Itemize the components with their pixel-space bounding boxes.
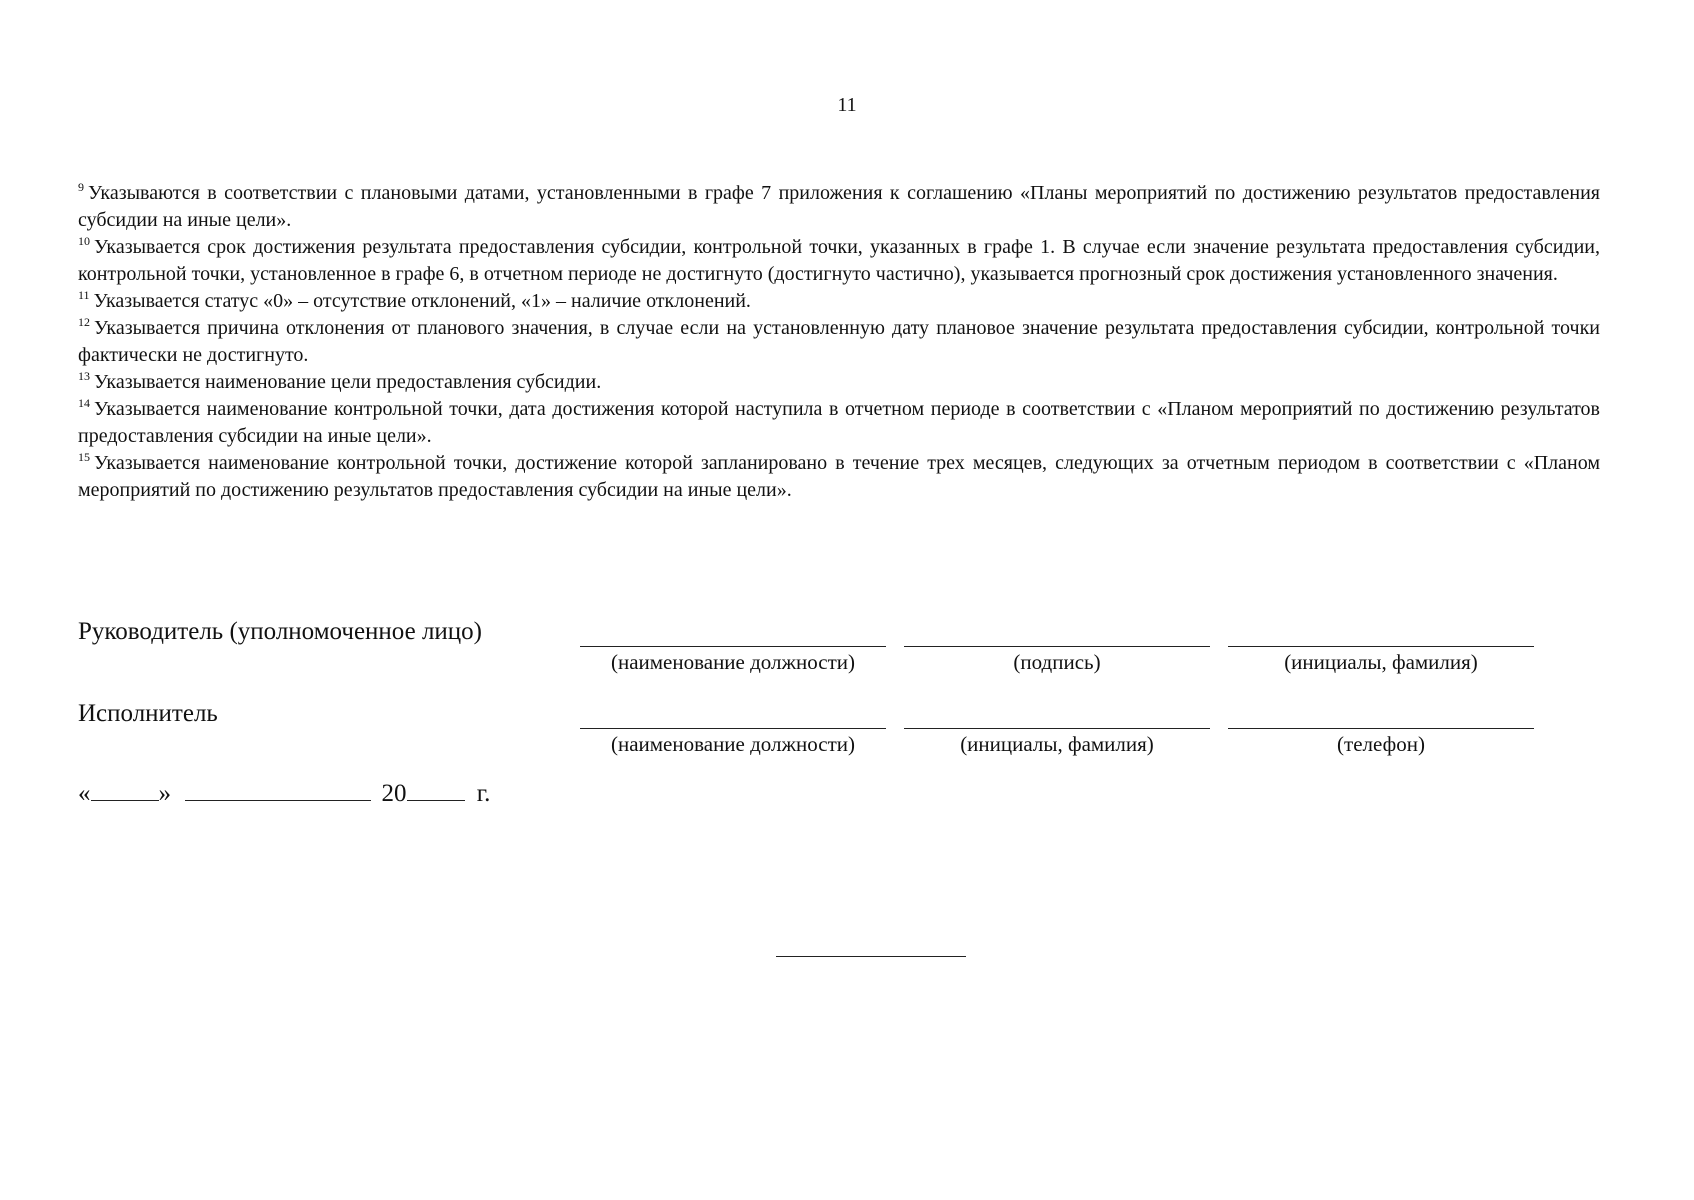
head-signature-caption: (подпись) xyxy=(1013,650,1101,674)
footnote-text: Указывается наименование контрольной точки, дата достижения которой наступила в отчетном периоде в соответствии с «Планом мероприятий по достижению результатов предоставления субсидии на иные цели». xyxy=(78,398,1600,447)
footnote-number: 14 xyxy=(78,396,90,410)
footnotes xyxy=(78,180,1600,504)
footnote-number: 9 xyxy=(78,180,84,194)
date-line xyxy=(78,778,490,809)
end-divider xyxy=(776,956,966,957)
executor-label: Исполнитель xyxy=(78,700,218,727)
executor-name-line[interactable] xyxy=(904,728,1210,729)
year-prefix: 20 xyxy=(381,780,407,807)
head-position-caption: (наименование должности) xyxy=(610,650,856,674)
footnote-number: 12 xyxy=(78,315,90,329)
page-number: 11 xyxy=(837,94,857,116)
footnote-9 xyxy=(78,180,1600,234)
footnote-13 xyxy=(78,369,1600,396)
head-signature-label: Руководитель (уполномоченное лицо) xyxy=(78,618,483,645)
executor-position-caption: (наименование должности) xyxy=(610,732,856,756)
footnote-11 xyxy=(78,288,1600,315)
date-close-quote: » xyxy=(158,780,171,807)
footnote-text: Указывается статус «0» – отсутствие отклонений, «1» – наличие отклонений. xyxy=(93,290,751,312)
executor-position-line[interactable] xyxy=(580,728,886,729)
footnote-text: Указывается наименование цели предоставления субсидии. xyxy=(94,371,602,393)
footnote-14 xyxy=(78,396,1600,450)
head-position-line[interactable] xyxy=(580,646,886,647)
footnote-text: Указывается причина отклонения от планового значения, в случае если на установленную дату плановое значение результата предоставления субсидии, контрольной точки фактически не достигнуто. xyxy=(78,317,1600,366)
executor-name-caption: (инициалы, фамилия) xyxy=(960,732,1154,756)
footnote-number: 11 xyxy=(78,288,90,302)
footnote-15 xyxy=(78,450,1600,504)
footnote-text: Указываются в соответствии с плановыми датами, установленными в графе 7 приложения к соглашению «Планы мероприятий по достижению результатов предоставления субсидии на иные цели». xyxy=(78,182,1600,231)
date-open-quote: « xyxy=(78,780,91,807)
head-name-caption: (инициалы, фамилия) xyxy=(1284,650,1478,674)
footnote-text: Указывается наименование контрольной точки, достижение которой запланировано в течение трех месяцев, следующих за отчетным периодом в соответствии с «Планом мероприятий по достижению результатов предоставления субсидии на иные цели». xyxy=(78,452,1600,501)
footnote-12 xyxy=(78,315,1600,369)
executor-phone-line[interactable] xyxy=(1228,728,1534,729)
executor-phone-caption: (телефон) xyxy=(1337,732,1425,756)
day-blank[interactable] xyxy=(91,778,159,801)
year-suffix: г. xyxy=(476,780,491,807)
year-blank[interactable] xyxy=(407,778,465,801)
footnote-text: Указывается срок достижения результата предоставления субсидии, контрольной точки, указанных в графе 1. В случае если значение результата предоставления субсидии, контрольной точки, установленное в графе 6, в отчетном периоде не достигнуто (достигнуто частично), указывается прогнозный срок достижения установленного значения. xyxy=(78,236,1600,285)
month-blank[interactable] xyxy=(185,778,371,801)
head-name-line[interactable] xyxy=(1228,646,1534,647)
head-signature-line[interactable] xyxy=(904,646,1210,647)
footnote-number: 13 xyxy=(78,369,90,383)
footnote-number: 10 xyxy=(78,234,90,248)
footnote-number: 15 xyxy=(78,450,90,464)
footnote-10 xyxy=(78,234,1600,288)
